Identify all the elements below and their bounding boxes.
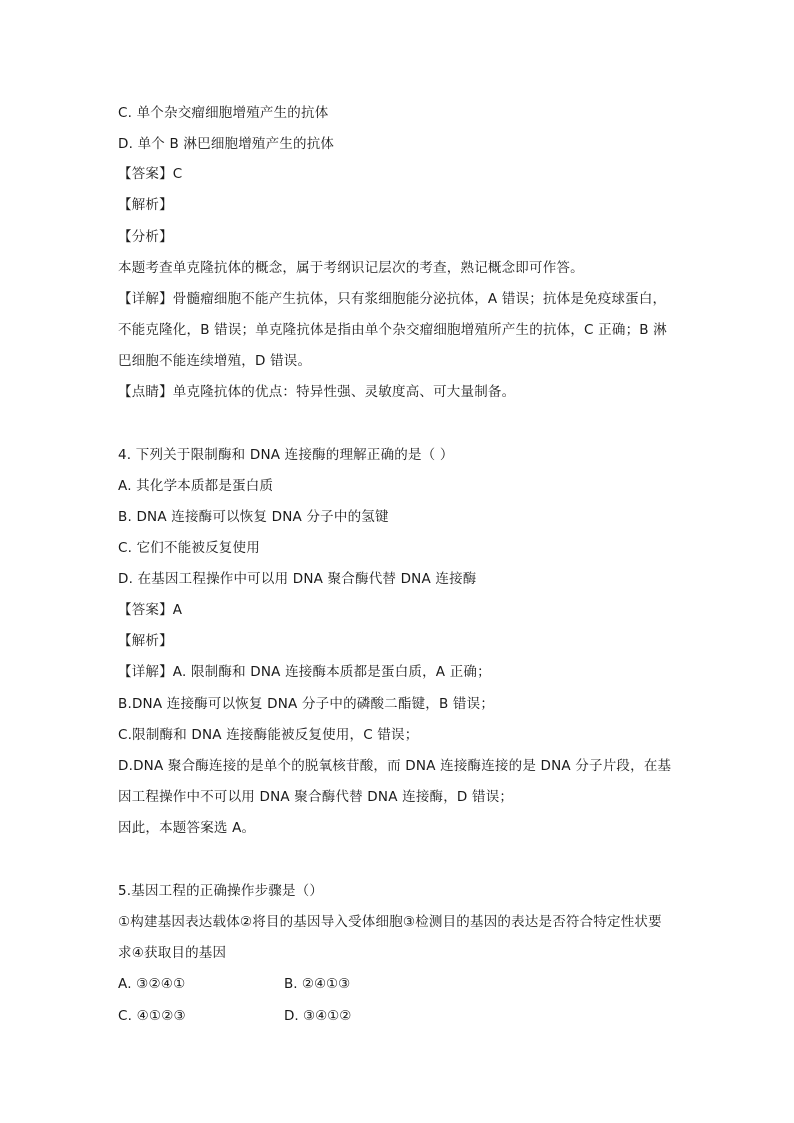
q5-option-a: A. ③②④① — [118, 976, 186, 992]
q5-steps-line-1: ①构建基因表达载体②将目的基因导入受体细胞③检测目的基因的表达是否符合特定性状要 — [118, 914, 662, 930]
q3-option-d: D. 单个 B 淋巴细胞增殖产生的抗体 — [118, 136, 335, 152]
q5-option-c: C. ④①②③ — [118, 1008, 186, 1024]
q4-option-c: C. 它们不能被反复使用 — [118, 540, 260, 556]
q4-answer: 【答案】A — [118, 602, 183, 618]
q3-option-c: C. 单个杂交瘤细胞增殖产生的抗体 — [118, 105, 329, 121]
q3-detail-line-2: 不能克隆化，B 错误；单克隆抗体是指由单个杂交瘤细胞增殖所产生的抗体，C 正确；B 淋 — [118, 322, 667, 338]
q4-detail-line-3: C.限制酶和 DNA 连接酶能被反复使用，C 错误； — [118, 727, 419, 743]
q4-option-b: B. DNA 连接酶可以恢复 DNA 分子中的氢键 — [118, 509, 389, 525]
q4-detail-line-2: B.DNA 连接酶可以恢复 DNA 分子中的磷酸二酯键，B 错误； — [118, 696, 495, 712]
q5-question: 5.基因工程的正确操作步骤是（） — [118, 883, 324, 899]
q4-conclusion: 因此，本题答案选 A。 — [118, 820, 256, 836]
q4-option-a: A. 其化学本质都是蛋白质 — [118, 478, 274, 494]
q3-fenxi-heading: 【分析】 — [118, 229, 173, 245]
q4-analysis-heading: 【解析】 — [118, 633, 173, 649]
q3-answer: 【答案】C — [118, 166, 183, 182]
q3-detail-line-1: 【详解】骨髓瘤细胞不能产生抗体，只有浆细胞能分泌抗体，A 错误；抗体是免疫球蛋白， — [118, 291, 667, 307]
q3-analysis-heading: 【解析】 — [118, 197, 173, 213]
q5-option-b: B. ②④①③ — [284, 976, 351, 992]
q4-option-d: D. 在基因工程操作中可以用 DNA 聚合酶代替 DNA 连接酶 — [118, 571, 477, 587]
q5-steps-line-2: 求④获取目的基因 — [118, 945, 227, 961]
q4-detail-line-4: D.DNA 聚合酶连接的是单个的脱氧核苷酸，而 DNA 连接酶连接的是 DNA 分子片段，在基 — [118, 758, 672, 774]
q3-detail-line-3: 巴细胞不能连续增殖，D 错误。 — [118, 353, 312, 369]
q3-dianjing: 【点睛】单克隆抗体的优点：特异性强、灵敏度高、可大量制备。 — [118, 384, 516, 400]
q3-fenxi-text: 本题考查单克隆抗体的概念，属于考纲识记层次的考查，熟记概念即可作答。 — [118, 260, 584, 276]
q5-option-d: D. ③④①② — [284, 1008, 352, 1024]
q4-detail-line-1: 【详解】A. 限制酶和 DNA 连接酶本质都是蛋白质，A 正确； — [118, 664, 491, 680]
q4-detail-line-5: 因工程操作中不可以用 DNA 聚合酶代替 DNA 连接酶，D 错误； — [118, 789, 514, 805]
q4-question: 4. 下列关于限制酶和 DNA 连接酶的理解正确的是（ ） — [118, 447, 454, 463]
